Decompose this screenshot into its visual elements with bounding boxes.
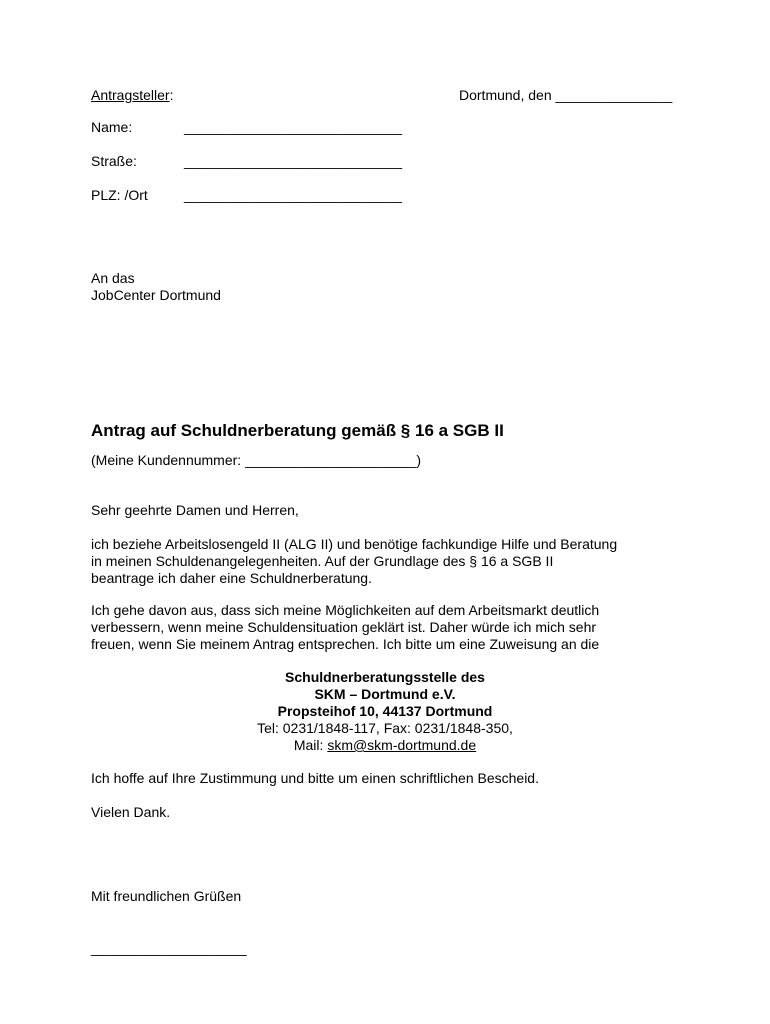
customer-number-line: (Meine Kundennummer: ______________________) [91, 452, 422, 468]
counseling-address [0, 669, 770, 754]
street-label: Straße: [91, 153, 137, 169]
city-field-line[interactable]: ____________________________ [184, 187, 403, 203]
address-mail-line [0, 737, 770, 754]
street-field-line[interactable]: ____________________________ [184, 153, 403, 169]
mail-label: Mail: [293, 737, 328, 753]
address-line-1: Schuldnerberatungsstelle des [285, 669, 485, 685]
address-phone-fax: Tel: 0231/1848-117, Fax: 0231/1848-350, [257, 720, 513, 736]
paragraph-1 [91, 536, 691, 587]
salutation: Sehr geehrte Damen und Herren, [91, 502, 299, 518]
recipient-line-1: An das [91, 270, 135, 286]
paragraph-1-line: ich beziehe Arbeitslosengeld II (ALG II) und benötige fachkundige Hilfe und Beratung [91, 536, 618, 552]
paragraph-1-line: in meinen Schuldenangelegenheiten. Auf der Grundlage des § 16 a SGB II [91, 553, 554, 569]
paragraph-3: Ich hoffe auf Ihre Zustimmung und bitte um einen schriftlichen Bescheid. [91, 770, 539, 786]
paragraph-2-line: freuen, wenn Sie meinem Antrag entsprechen. Ich bitte um eine Zuweisung an die [91, 636, 600, 652]
applicant-label: Antragsteller [91, 87, 170, 103]
recipient-line-2: JobCenter Dortmund [91, 287, 221, 303]
date-line: Dortmund, den _______________ [459, 87, 673, 103]
city-label: PLZ: /Ort [91, 187, 148, 203]
address-line-3: Propsteihof 10, 44137 Dortmund [277, 703, 493, 719]
thanks-line: Vielen Dank. [91, 804, 171, 820]
applicant-colon: : [169, 87, 174, 103]
signature-line[interactable]: ____________________ [91, 940, 247, 956]
name-label: Name: [91, 119, 133, 135]
paragraph-2-line: Ich gehe davon aus, dass sich meine Möglichkeiten auf dem Arbeitsmarkt deutlich [91, 602, 600, 618]
mail-link[interactable]: skm@skm-dortmund.de [327, 737, 477, 753]
address-line-2: SKM – Dortmund e.V. [314, 686, 456, 702]
subject-title: Antrag auf Schuldnerberatung gemäß § 16 a SGB II [91, 421, 504, 440]
closing-line: Mit freundlichen Grüßen [91, 888, 242, 904]
name-field-line[interactable]: ____________________________ [184, 119, 403, 135]
paragraph-1-line: beantrage ich daher eine Schuldnerberatung. [91, 570, 372, 586]
paragraph-2 [91, 602, 691, 653]
applicant-heading [91, 87, 173, 104]
paragraph-2-line: verbessern, wenn meine Schuldensituation geklärt ist. Daher würde ich mich sehr [91, 619, 597, 635]
